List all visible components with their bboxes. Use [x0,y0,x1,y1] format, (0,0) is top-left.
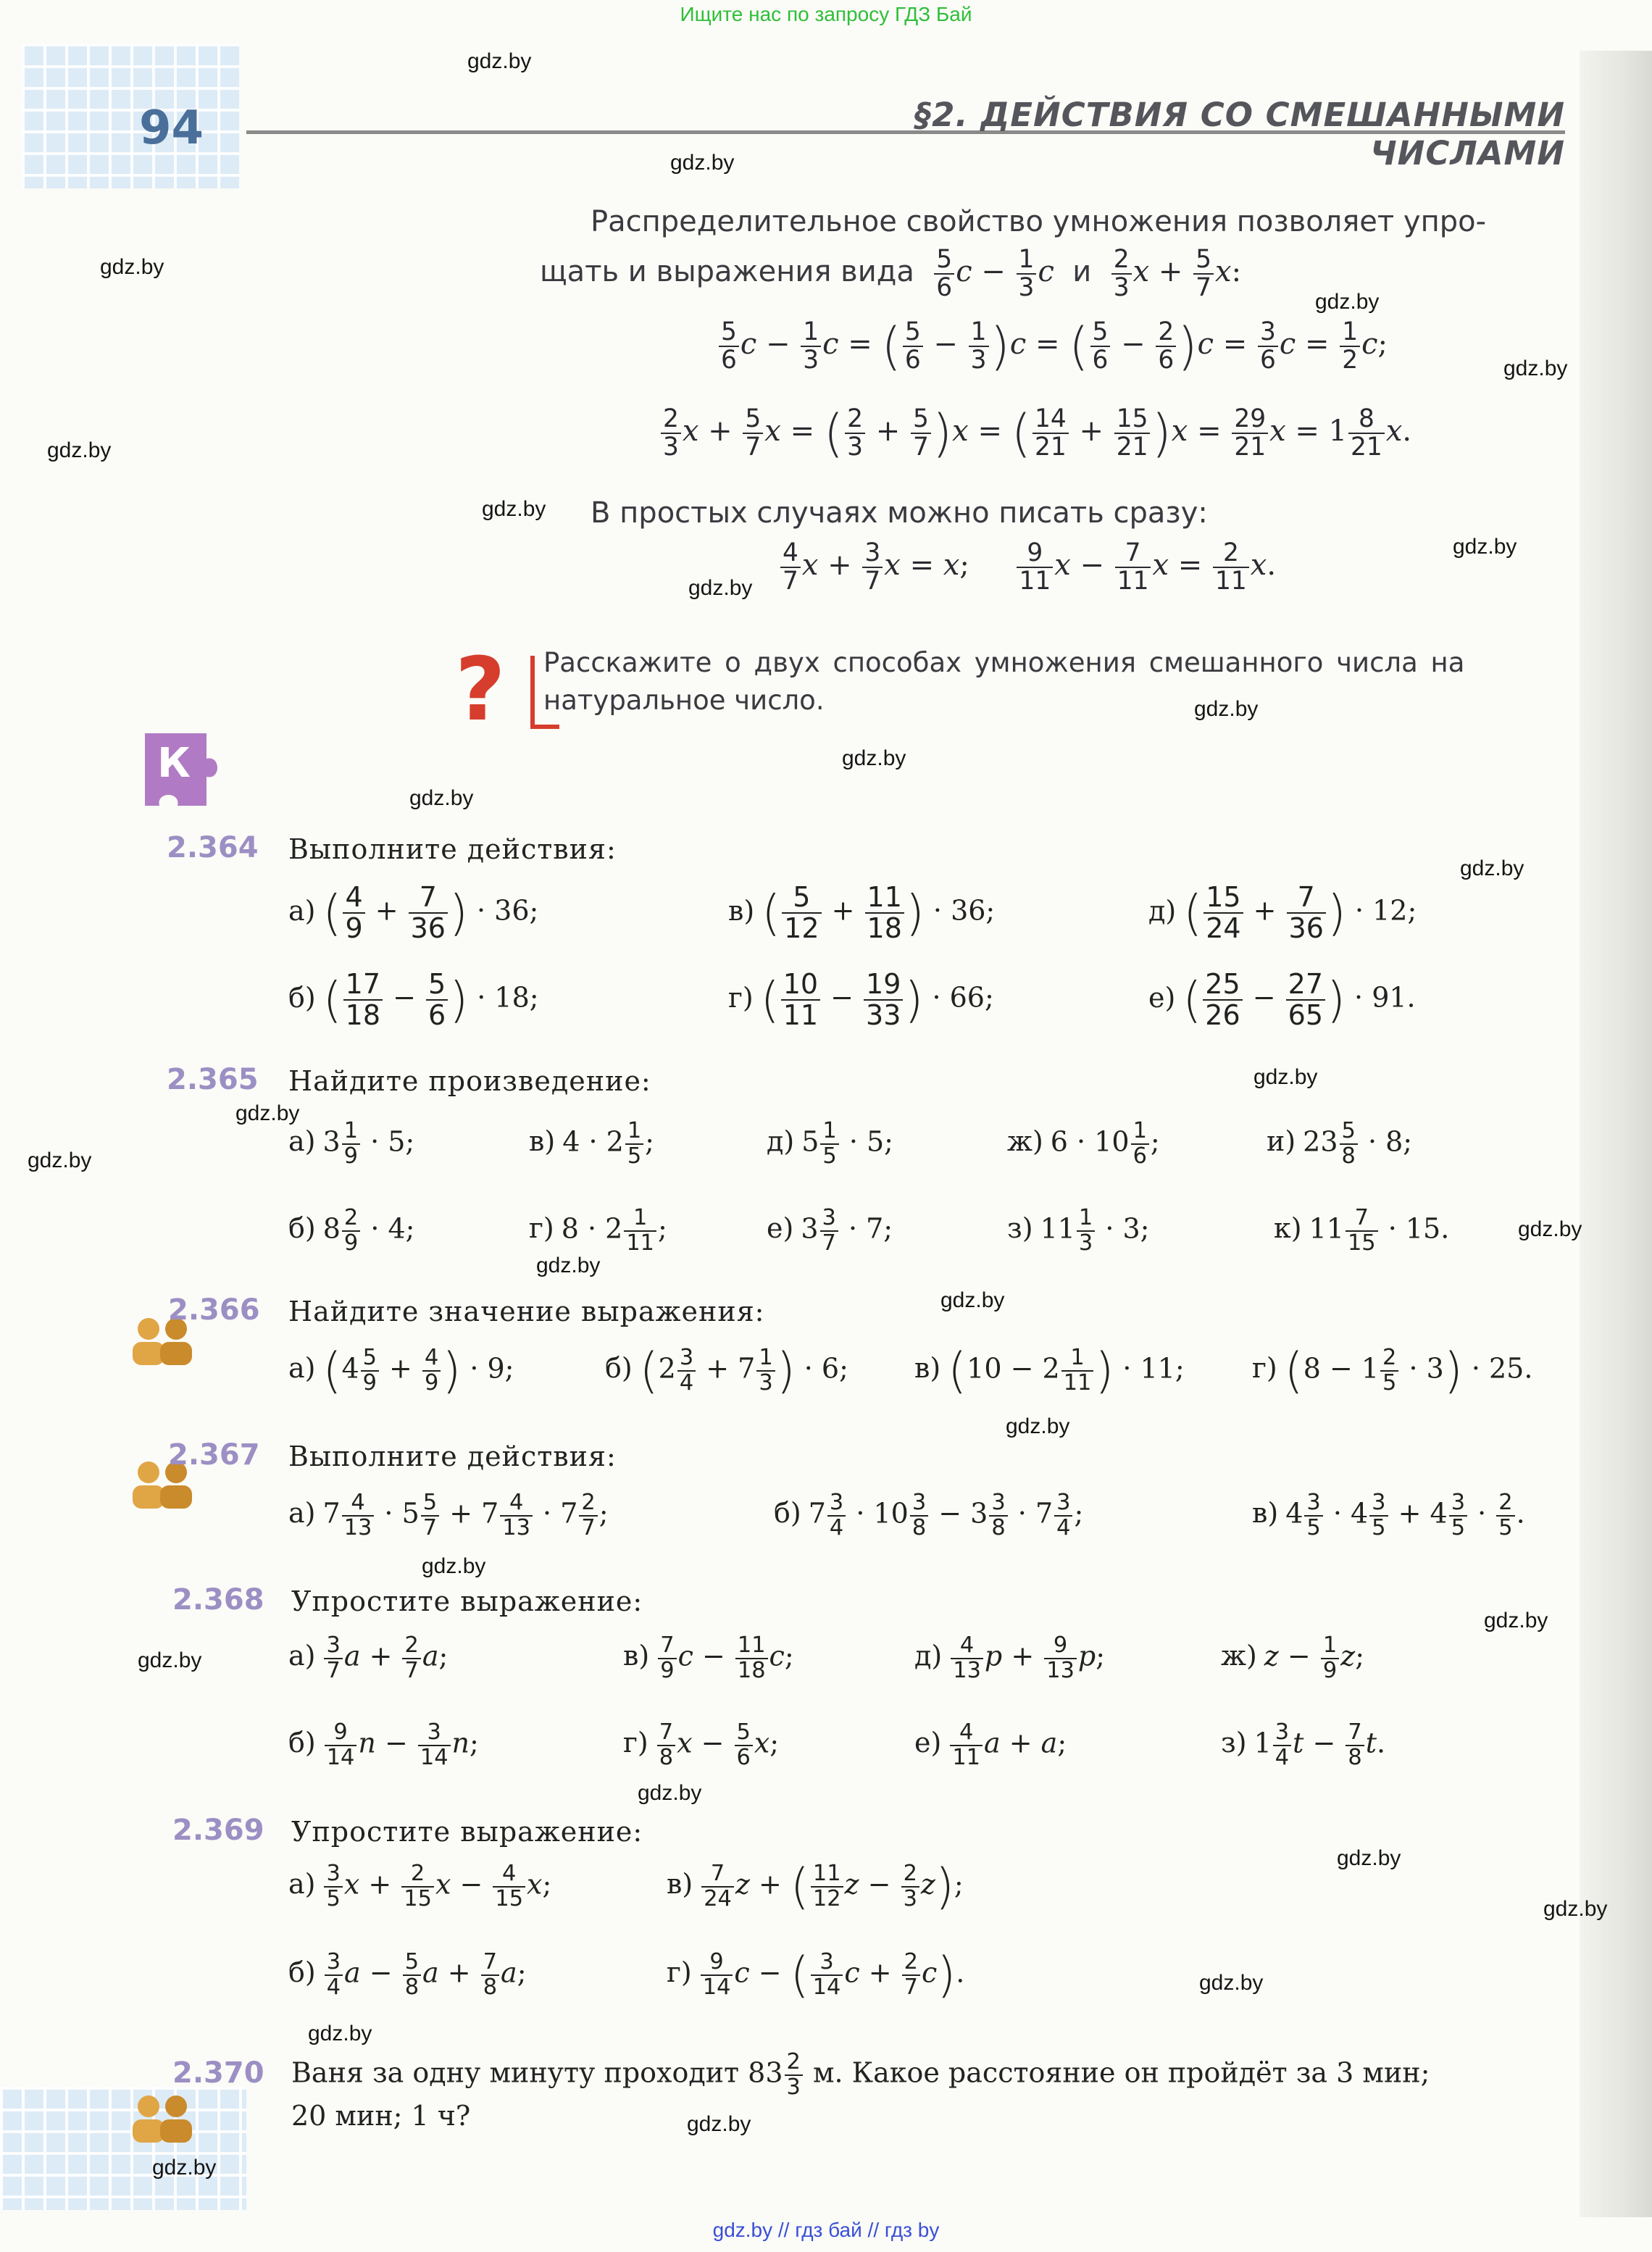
watermark: gdz.by [1194,697,1259,721]
exercise-2-369-number: 2.369 [172,1814,264,1847]
watermark: gdz.by [1199,1971,1264,1995]
ex366-a: а) (4 $\frac{5}{9}$ + $\frac{4}{9}$ ) · 9; [288,1342,514,1399]
question-line-2: натуральное число. [543,685,825,716]
ex368-e: е) $\frac{4}{11}$ a + a; [914,1719,1067,1770]
exercise-2-369-title: Упростите выражение: [291,1816,643,1848]
ex370-line-2: 20 мин; 1 ч? [291,2100,471,2132]
top-banner: Ищите нас по запросу ГДЗ Бай [680,3,972,25]
page-edge-shadow [1580,51,1652,2217]
watermark: gdz.by [482,497,546,521]
watermark: gdz.by [1453,535,1517,559]
watermark: gdz.by [536,1254,601,1277]
intro-line-2-text: щать и выражения вида [540,255,914,289]
intro-line-1: Распределительное свойство умножения позволяет упро- [591,205,1487,238]
watermark: gdz.by [28,1148,92,1172]
simple-cases: В простых случаях можно писать сразу: [591,496,1208,530]
formula-3: $\frac{4}{7}$ x + $\frac{3}{7}$ x = x; $\frac{9}{11}$ x − $\frac{7}{11}$ x = $\frac{2}{11}$ x. [779,540,1276,595]
question-line-1: Расскажите о двух способах умножения смешанного числа на [543,647,1465,678]
watermark: gdz.by [422,1554,486,1578]
question-bracket [530,656,535,728]
ex368-g: г) $\frac{7}{8}$ x − $\frac{5}{6}$ x; [623,1719,780,1770]
exercise-2-366-number: 2.366 [168,1293,260,1327]
ex364-e: е) ( $\frac{25}{26}$ − $\frac{27}{65}$ ) · 91. [1148,968,1416,1032]
ex368-z: з) 1 $\frac{3}{4}$ t − $\frac{7}{8}$ t. [1221,1719,1386,1770]
ex365-z: з) 11 $\frac{1}{3}$ · 3; [1007,1205,1150,1256]
ex365-d: д) 5 $\frac{1}{5}$ · 5; [767,1118,893,1169]
exercise-2-368-title: Упростите выражение: [291,1585,643,1617]
watermark: gdz.by [152,2156,217,2180]
ex370-text-a: Ваня за одну минуту проходит [291,2056,740,2089]
question-mark-icon: ? [455,640,506,741]
exercise-2-367-number: 2.367 [168,1438,260,1472]
exercise-2-366-title: Найдите значение выражения: [288,1296,765,1327]
ex364-d: д) ( $\frac{15}{24}$ + $\frac{7}{36}$ ) · 12; [1148,881,1417,945]
watermark: gdz.by [467,49,532,73]
ex368-zh: ж) z − $\frac{1}{9}$ z; [1221,1632,1365,1683]
exercise-2-370-number: 2.370 [172,2056,264,2090]
bottom-banner: gdz.by // гдз бай // гдз by [712,2219,940,2241]
watermark: gdz.by [409,786,474,810]
watermark: gdz.by [1253,1065,1318,1089]
watermark: gdz.by [1543,1897,1608,1921]
intro-expression-1: $\frac{5}{6}$ c − $\frac{1}{3}$ c [924,255,1054,288]
watermark: gdz.by [235,1101,300,1125]
watermark: gdz.by [687,2112,751,2136]
exercise-2-364-number: 2.364 [167,831,259,864]
ex370-text-b: м. Какое расстояние он пройдёт за 3 мин; [812,2056,1430,2089]
exercise-2-365-title: Найдите произведение: [288,1065,651,1097]
badge-letter: К [157,740,191,787]
ex369-a: а) $\frac{3}{5}$ x + $\frac{2}{15}$ x − $\frac{4}{15}$ x; [288,1861,552,1911]
intro-line-2 [540,246,1241,301]
watermark: gdz.by [688,576,753,600]
ex368-b: б) $\frac{9}{14}$ n − $\frac{3}{14}$ n; [288,1719,479,1770]
exercise-2-368-number: 2.368 [172,1583,264,1617]
watermark: gdz.by [1337,1846,1401,1870]
ex365-k: к) 11 $\frac{7}{15}$ · 15. [1274,1205,1450,1256]
ex368-d: д) $\frac{4}{13}$ p + $\frac{9}{13}$ p; [914,1632,1106,1683]
corner-grid-bottom [0,2087,246,2210]
formula-2: $\frac{2}{3}$ x + $\frac{5}{7}$ x = ( $\frac{2}{3}$ + $\frac{5}{7}$ )x = ( $\frac{14}{21}$ + $\frac{15}{21}$ )x = $\frac{29}{21}$ x = 1 $\frac{8}{21}$ x. [659,406,1411,461]
ex364-b: б) ( $\frac{17}{18}$ − $\frac{5}{6}$ ) · 18; [288,968,539,1032]
watermark: gdz.by [1518,1217,1582,1241]
watermark: gdz.by [308,2022,372,2045]
page-number: 94 [139,101,204,155]
ex369-g: г) $\frac{9}{14}$ c − ( $\frac{3}{14}$ c + $\frac{2}{7}$ c). [667,1946,965,2003]
ex364-a: а) ( $\frac{4}{9}$ + $\frac{7}{36}$ ) · 36; [288,881,539,945]
ex365-e: е) 3 $\frac{3}{7}$ · 7; [767,1205,893,1256]
exercise-2-365-number: 2.365 [167,1063,259,1096]
watermark: gdz.by [670,151,735,175]
ex369-v: в) $\frac{7}{24}$ z + ( $\frac{11}{12}$ z − $\frac{2}{3}$ z); [667,1858,964,1915]
formula-1: $\frac{5}{6}$ c − $\frac{1}{3}$ c = ( $\frac{5}{6}$ − $\frac{1}{3}$ )c = ( $\frac{5}{6}$ − $\frac{2}{6}$ )c = $\frac{3}{6}$ c = $\frac{1}{2}$ c; [717,319,1388,374]
ex367-v: в) 4 $\frac{3}{5}$ · 4 $\frac{3}{5}$ + 4 $\frac{3}{5}$ · $\frac{2}{5}$ . [1252,1490,1525,1540]
ex367-a: а) 7 $\frac{4}{13}$ · 5 $\frac{5}{7}$ + 7 $\frac{4}{13}$ · 7 $\frac{2}{7}$ ; [288,1490,609,1540]
exercise-2-367-title: Выполните действия: [288,1440,617,1472]
watermark: gdz.by [1006,1414,1070,1438]
ex366-g: г) (8 − 1 $\frac{2}{5}$ · 3) · 25. [1252,1342,1533,1399]
watermark: gdz.by [638,1781,702,1805]
ex365-g: г) 8 · 2 $\frac{1}{11}$ ; [529,1205,667,1256]
ex364-g: г) ( $\frac{10}{11}$ − $\frac{19}{33}$ ) · 66; [728,968,994,1032]
ex364-v: в) ( $\frac{5}{12}$ + $\frac{11}{18}$ ) · 36; [728,881,996,945]
ex367-b: б) 7 $\frac{3}{4}$ · 10 $\frac{3}{8}$ − 3 $\frac{3}{8}$ · 7 $\frac{3}{4}$ ; [774,1490,1084,1540]
watermark: gdz.by [1460,856,1524,880]
watermark: gdz.by [842,746,906,770]
intro-and: и [1072,255,1092,289]
intro-expression-2: $\frac{2}{3}$ x + $\frac{5}{7}$ x: [1110,255,1241,288]
ex368-v: в) $\frac{7}{9}$ c − $\frac{11}{18}$ c; [623,1632,794,1683]
section-title: §2. ДЕЙСТВИЯ СО СМЕШАННЫМИ ЧИСЛАМИ [914,96,1565,172]
ex368-a: а) $\frac{3}{7}$ a + $\frac{2}{7}$ a; [288,1632,449,1683]
watermark: gdz.by [940,1288,1005,1312]
watermark: gdz.by [1484,1609,1548,1632]
ex365-b: б) 8 $\frac{2}{9}$ · 4; [288,1205,415,1256]
ex365-i: и) 23 $\frac{5}{8}$ · 8; [1267,1118,1413,1169]
ex365-zh: ж) 6 · 10 $\frac{1}{6}$ ; [1007,1118,1160,1169]
puzzle-k-icon [138,726,225,813]
ex365-a: а) 3 $\frac{1}{9}$ · 5; [288,1118,415,1169]
watermark: gdz.by [138,1648,202,1672]
ex365-v: в) 4 · 2 $\frac{1}{5}$ ; [529,1118,654,1169]
ex370-line-1: Ваня за одну минуту проходит 83 $\frac{2}{3}$ м. Какое расстояние он пройдёт за 3 мин; [291,2049,1430,2100]
watermark: gdz.by [47,438,112,462]
ex369-b: б) $\frac{3}{4}$ a − $\frac{5}{8}$ a + $\frac{7}{8}$ a; [288,1949,527,2000]
watermark: gdz.by [1503,356,1568,380]
watermark: gdz.by [100,255,164,279]
ex366-v: в) (10 − 2 $\frac{1}{11}$ ) · 11; [914,1342,1185,1399]
exercise-2-364-title: Выполните действия: [288,833,617,865]
corner-grid-top [22,43,239,188]
pair-work-icon [127,2090,199,2148]
ex366-b: б) (2 $\frac{3}{4}$ + 7 $\frac{1}{3}$ ) · 6; [605,1342,848,1399]
question-bracket-foot [530,725,559,729]
watermark: gdz.by [1315,290,1380,314]
